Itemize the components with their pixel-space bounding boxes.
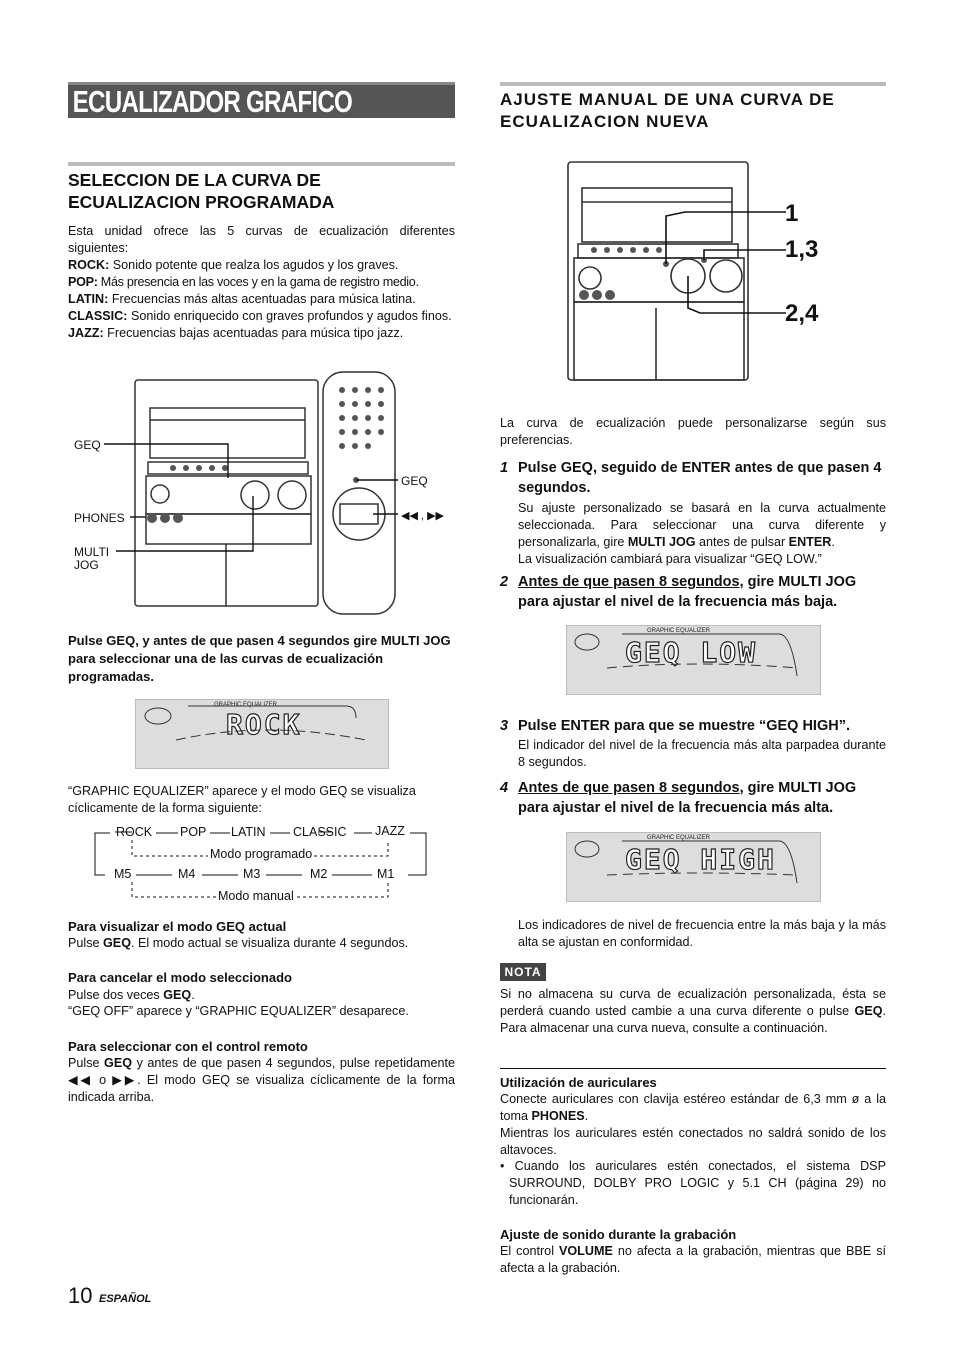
page-number: 10	[68, 1283, 93, 1308]
cycle-item: M5	[114, 867, 132, 881]
lcd-header: GRAPHIC EQUALIZER	[647, 835, 711, 841]
curve-name: CLASSIC:	[68, 309, 128, 323]
lcd-header: GRAPHIC EQUALIZER	[647, 628, 711, 634]
curve-item	[68, 308, 455, 325]
label-multi: MULTI	[74, 545, 110, 559]
lcd-display-geq-low	[566, 625, 821, 695]
cycle-item: M4	[178, 867, 196, 881]
step-number: 3	[500, 718, 509, 734]
step-number: 1	[500, 460, 509, 476]
cycle-item: M1	[377, 867, 395, 881]
subsection-title: Utilización de auriculares	[500, 1075, 657, 1090]
page-title-bar	[68, 82, 455, 118]
cycle-item: JAZZ	[375, 824, 405, 838]
page-title: ECUALIZADOR GRAFICO	[72, 84, 353, 119]
nota-text: Si no almacena su curva de ecualización personalizada, ésta se perderá cuando usted cambie a una curva diferente o pulse GEQ. Para almacenar una curva nueva, consulte a continuación.	[500, 987, 886, 1035]
subsection-title: Ajuste de sonido durante la grabación	[500, 1227, 737, 1242]
curve-desc: Más presencia en las voces y en la gama de registro medio.	[97, 275, 419, 289]
subsection-body: Conecte auriculares con clavija estéreo estándar de 6,3 mm ø a la toma PHONES.	[500, 1092, 886, 1123]
cycle-item: CLASSIC	[293, 825, 347, 839]
curve-desc: Sonido potente que realza los agudos y los graves.	[109, 258, 399, 272]
lcd-text: GEQ HIGH	[625, 843, 776, 876]
cycle-item: ROCK	[116, 825, 153, 839]
cycle-item: LATIN	[231, 825, 266, 839]
nota-badge: NOTA	[500, 963, 546, 981]
subsection-body: El control VOLUME no afecta a la grabación, mientras que BBE sí afecta a la grabación.	[500, 1244, 886, 1275]
bullet-item: • Cuando los auriculares estén conectados, el sistema DSP SURROUND, DOLBY PRO LOGIC y 5.1 CH (página 29) no funcionarán.	[500, 1159, 886, 1207]
curve-item	[68, 325, 455, 342]
instruction-text: Pulse GEQ, y antes de que pasen 4 segundos gire MULTI JOG para seleccionar una de las curvas de ecualización programadas.	[68, 633, 451, 684]
section-rule	[500, 82, 886, 86]
cycle-label-manual: Modo manual	[218, 889, 294, 903]
step-title: , gire MULTI JOG para ajustar el nivel de la frecuencia más baja.	[518, 574, 857, 610]
lcd-graphic	[136, 700, 390, 770]
lcd-graphic	[567, 833, 822, 903]
lcd-text: GEQ LOW	[625, 636, 758, 669]
lcd-graphic	[567, 626, 822, 696]
curve-item	[68, 291, 455, 308]
section-heading-left: SELECCION DE LA CURVA DE ECUALIZACION PROGRAMADA	[68, 170, 335, 212]
subsection-body-2: “GEQ OFF” aparece y “GRAPHIC EQUALIZER” desaparece.	[68, 1004, 409, 1018]
subsection-title: Para visualizar el modo GEQ actual	[68, 919, 287, 934]
subsection-body: Pulse dos veces GEQ.	[68, 988, 195, 1002]
curve-item	[68, 257, 455, 274]
lcd-display-rock	[135, 699, 389, 769]
subsection-body: Pulse GEQ. El modo actual se visualiza durante 4 segundos.	[68, 936, 409, 950]
step-3	[500, 716, 886, 771]
divider	[500, 1068, 886, 1069]
cycle-label-programmed: Modo programado	[210, 847, 313, 861]
lcd-text: ROCK	[226, 708, 302, 741]
intro-text-right: La curva de ecualización puede personalizarse según sus preferencias.	[500, 416, 886, 447]
step-underlined: Antes de que pasen 8 segundos	[518, 574, 740, 590]
curve-name: ROCK:	[68, 258, 110, 272]
subsection-body: Pulse GEQ y antes de que pasen 4 segundos, pulse repetidamente ◀◀ o ▶▶. El modo GEQ se visualiza cíclicamente de la forma indicada arriba.	[68, 1056, 455, 1104]
subsection-body-2: Mientras los auriculares estén conectados no saldrá sonido de los altavoces.	[500, 1126, 886, 1157]
lcd-display-geq-high	[566, 832, 821, 902]
cycle-item: M3	[243, 867, 261, 881]
step-1	[500, 458, 886, 568]
curve-item	[68, 274, 455, 291]
step-title: Pulse GEQ, seguido de ENTER antes de que pasen 4 segundos.	[518, 460, 882, 496]
cycle-item: POP	[180, 825, 207, 839]
subsection-title: Para cancelar el modo seleccionado	[68, 970, 292, 985]
step-body: El indicador del nivel de la frecuencia más alta parpadea durante 8 segundos.	[518, 738, 886, 769]
label-jog: JOG	[74, 558, 99, 572]
intro-text: Esta unidad ofrece las 5 curvas de ecualización diferentes siguientes:	[68, 224, 455, 255]
after-text: Los indicadores de nivel de frecuencia entre la más baja y la más alta se ajustan en conformidad.	[518, 918, 886, 949]
curve-desc: Frecuencias bajas acentuadas para música tipo jazz.	[103, 326, 404, 340]
label-geq-left: GEQ	[74, 438, 101, 452]
callout-1-3: 1,3	[785, 236, 819, 263]
curve-name: LATIN:	[68, 292, 109, 306]
lcd-header: GRAPHIC EQUALIZER	[214, 702, 278, 708]
step-2	[500, 572, 886, 612]
section-heading-right: AJUSTE MANUAL DE UNA CURVA DE ECUALIZACION NUEVA	[500, 90, 835, 131]
callout-2-4: 2,4	[785, 300, 819, 327]
curve-name: POP:	[68, 275, 98, 289]
step-number: 2	[500, 574, 509, 590]
curve-list	[68, 257, 455, 342]
label-geq-right: GEQ	[401, 474, 428, 488]
label-skip: ◀◀ , ▶▶	[401, 510, 445, 522]
stereo-illustration	[560, 158, 825, 390]
footer-language: ESPAÑOL	[99, 1293, 152, 1305]
step-title: Pulse ENTER para que se muestre “GEQ HIGH”.	[518, 718, 850, 734]
curve-desc: Frecuencias más altas acentuadas para música latina.	[108, 292, 416, 306]
step-underlined: Antes de que pasen 8 segundos	[518, 780, 740, 796]
label-multi-jog	[74, 546, 109, 572]
curve-desc: Sonido enriquecido con graves profundos y agudos finos.	[127, 309, 452, 323]
section-rule	[68, 162, 455, 166]
cycle-item: M2	[310, 867, 328, 881]
label-phones: PHONES	[74, 511, 125, 525]
subsection-title: Para seleccionar con el control remoto	[68, 1039, 308, 1054]
step-body: Su ajuste personalizado se basará en la curva actualmente seleccionada. Para seleccionar una curva diferente y personalizarla, gire MULTI JOG antes de pulsar ENTER.	[518, 501, 886, 549]
callout-1: 1	[785, 200, 799, 227]
cycle-text: “GRAPHIC EQUALIZER” aparece y el modo GEQ se visualiza cíclicamente de la forma siguiente:	[68, 784, 416, 815]
step-title: , gire MULTI JOG para ajustar el nivel de la frecuencia más alta.	[518, 780, 857, 816]
stereo-remote-illustration	[68, 368, 458, 618]
curve-name: JAZZ:	[68, 326, 104, 340]
step-body-2: La visualización cambiará para visualizar “GEQ LOW.”	[518, 552, 822, 566]
step-number: 4	[500, 780, 509, 796]
step-4	[500, 778, 886, 818]
